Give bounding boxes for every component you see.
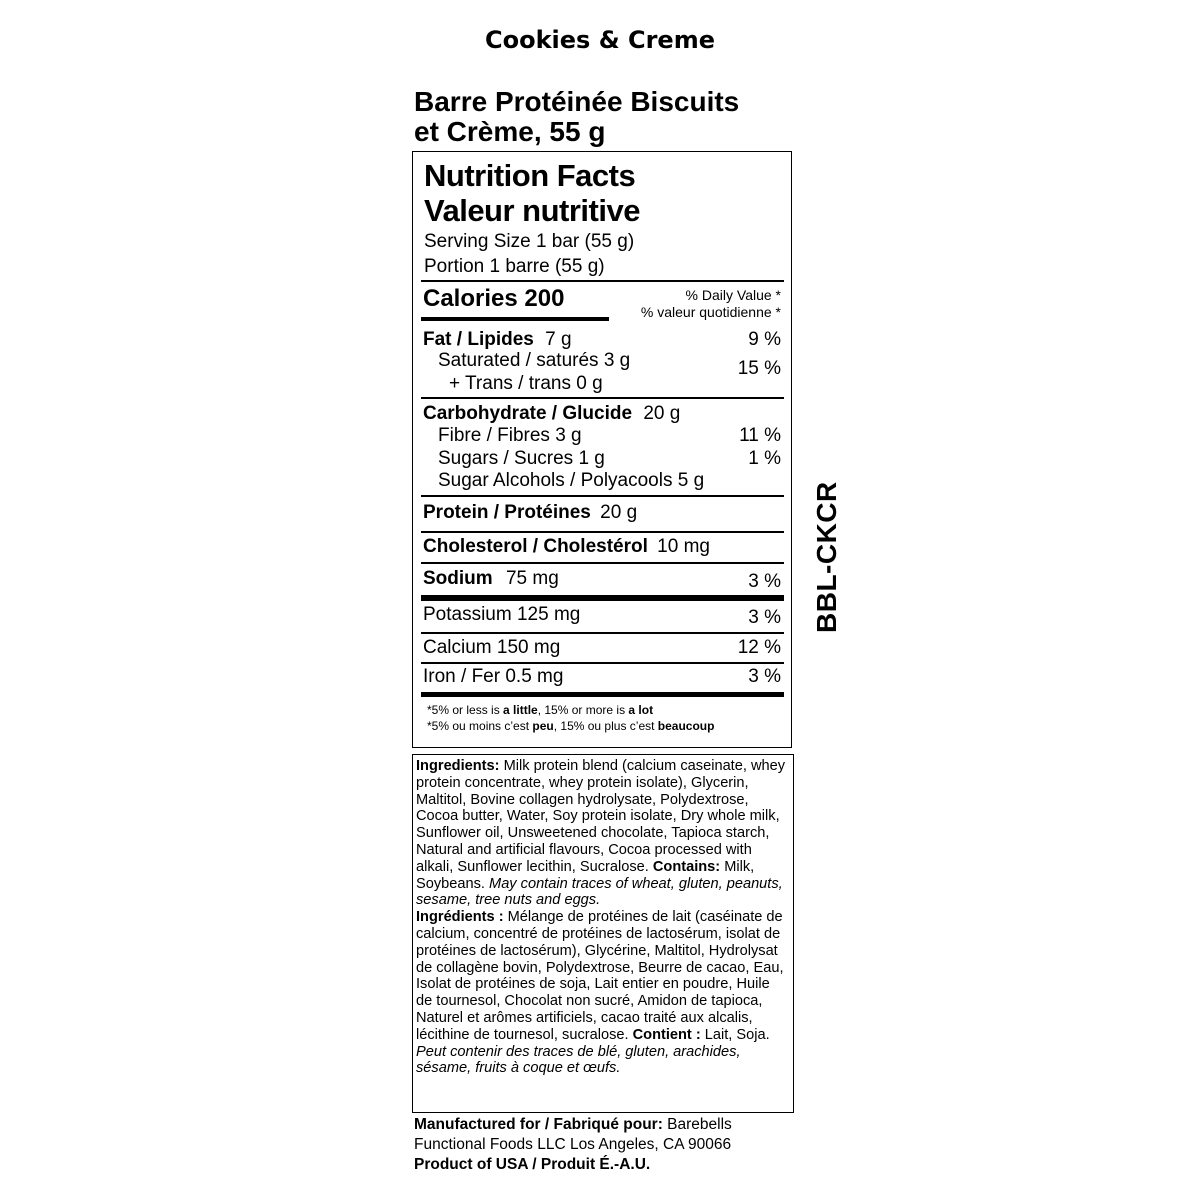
daily-value-fr: % valeur quotidienne * (640, 304, 781, 320)
sat-trans-pct: 15 % (737, 358, 781, 379)
divider (421, 662, 784, 664)
protein-amount: 20 g (600, 502, 638, 523)
serving-size-en: Serving Size 1 bar (55 g) (424, 231, 635, 252)
nutrition-title-en: Nutrition Facts (424, 158, 636, 193)
divider (421, 531, 784, 533)
calories: Calories 200 (423, 285, 565, 312)
nutrition-title-fr: Valeur nutritive (424, 193, 640, 228)
sugars-row (423, 448, 783, 470)
manufacturer-address: Functional Foods LLC Los Angeles, CA 90066 (414, 1136, 732, 1153)
sodium-amount: 75 mg (505, 568, 559, 589)
carb-row (423, 403, 783, 425)
flavor-title: Cookies & Creme (485, 26, 715, 54)
sugars-pct: 1 % (748, 448, 781, 469)
sodium-row (423, 568, 783, 590)
sodium-pct: 3 % (748, 571, 781, 592)
iron-row (423, 666, 783, 688)
divider (421, 495, 784, 497)
serving-size-fr: Portion 1 barre (55 g) (424, 256, 605, 277)
product-name-line1: Barre Protéinée Biscuits (414, 86, 740, 117)
divider (421, 280, 784, 282)
iron-label: Iron / Fer 0.5 mg (423, 666, 564, 687)
carb-label: Carbohydrate / Glucide (423, 403, 633, 424)
footnote-fr: *5% ou moins c’est peu, 15% ou plus c’est beaucoup (427, 719, 715, 733)
thick-divider (421, 595, 784, 601)
fibre-pct: 11 % (739, 425, 781, 446)
product-name-line2: et Crème, 55 g (414, 116, 606, 147)
fat-pct: 9 % (748, 329, 781, 350)
protein-label: Protein / Protéines (423, 502, 591, 523)
sku-code: BBL-CKCR (811, 481, 842, 633)
divider (421, 562, 784, 564)
footnote-en: *5% or less is a little, 15% or more is a lot (427, 703, 654, 717)
potassium-row (423, 604, 783, 626)
sugar-alcohols-row: Sugar Alcohols / Polyacools 5 g (438, 470, 705, 491)
daily-value-en: % Daily Value * (685, 287, 781, 303)
divider (421, 397, 784, 399)
manufacturer-line1: Manufactured for / Fabriqué pour: Barebells (414, 1116, 732, 1133)
ingredients-fr: Ingrédients : Mélange de protéines de lait (caséinate de calcium, concentré de protéines de lactosérum, isolat de protéines de lactosérum), Glycérine, Maltitol, Hydrolysat de collagène bovin, Polydextrose, Beurre de cacao, Eau, Isolat de protéines de soja, Lait entier en poudre, Huile de tournesol, Chocolat non sucré, Amidon de tapioca, Naturel et arômes artificiels, cacao traité aux alcalis, lécithine de tournesol, sucralose. Contient : Lait, Soja. Peut contenir des traces de blé, gluten, arachides, sésame, fruits à coque et œufs. (416, 909, 784, 1077)
cholesterol-label: Cholesterol / Cholestérol (423, 536, 648, 557)
daily-value-header (641, 287, 781, 321)
trans-row: + Trans / trans 0 g (449, 373, 603, 394)
serving-size (424, 229, 634, 279)
thick-divider (421, 692, 784, 697)
potassium-label: Potassium 125 mg (423, 604, 581, 625)
nutrition-facts-table (412, 151, 792, 748)
calcium-row (423, 637, 783, 659)
calories-underline (421, 317, 609, 321)
ingredients-box (412, 754, 794, 1113)
calcium-pct: 12 % (737, 637, 781, 658)
product-origin: Product of USA / Produit É.-A.U. (414, 1156, 651, 1173)
fibre-row (423, 425, 783, 447)
product-name (414, 87, 804, 147)
fibre-label: Fibre / Fibres 3 g (438, 425, 582, 446)
fat-row (423, 329, 783, 351)
saturated-row: Saturated / saturés 3 g (438, 350, 631, 371)
manufacturer-info (414, 1115, 834, 1175)
fat-label: Fat / Lipides (423, 329, 534, 350)
iron-pct: 3 % (748, 666, 781, 687)
carb-amount: 20 g (643, 403, 681, 424)
calcium-label: Calcium 150 mg (423, 637, 561, 658)
fat-amount: 7 g (545, 329, 572, 350)
sugars-label: Sugars / Sucres 1 g (438, 448, 605, 469)
divider (421, 632, 784, 634)
ingredients-en: Ingredients: Milk protein blend (calcium caseinate, whey protein concentrate, whey protein isolate), Glycerin, Maltitol, Bovine collagen hydrolysate, Polydextrose, Cocoa butter, Water, Soy protein isolate, Dry whole milk, Sunflower oil, Unsweetened chocolate, Tapioca starch, Natural and artificial flavours, Cocoa processed with alkali, Sunflower lecithin, Sucralose. Contains: Milk, Soybeans. May contain traces of wheat, gluten, peanuts, sesame, tree nuts and eggs. (416, 758, 786, 909)
cholesterol-amount: 10 mg (657, 536, 710, 557)
dv-footnote (427, 702, 714, 734)
nutrition-title (424, 158, 640, 228)
cholesterol-row (423, 536, 783, 558)
sodium-label: Sodium (423, 568, 493, 589)
potassium-pct: 3 % (748, 607, 781, 628)
protein-row (423, 502, 783, 524)
